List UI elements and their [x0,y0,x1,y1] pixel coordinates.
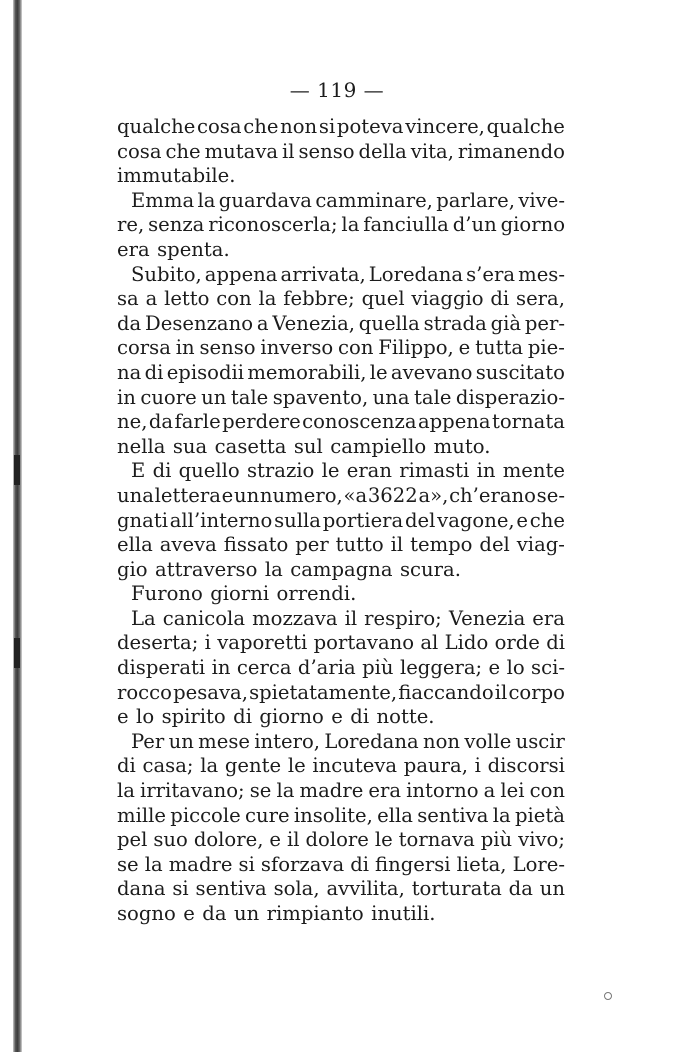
spine-tear-mark [14,455,20,485]
text-line: nella sua casetta sul campiello muto. [117,434,491,458]
text-line: E di quello strazio le eran rimasti in mente [131,459,565,483]
text-line: la irritavano; se la madre era intorno a lei con [117,779,565,803]
text-line: se la madre si sforzava di fingersi lieta, Lore- [117,852,565,876]
scan-speck [604,992,612,1000]
text-line: re, senza riconoscerla; la fanciulla d’un giorno [117,213,565,237]
text-line: di casa; la gente le incuteva paura, i discorsi [117,754,565,778]
text-line: immutabile. [117,164,236,188]
text-line: deserta; i vaporetti portavano al Lido orde di [117,631,565,655]
text-line: dana si sentiva sola, avvilita, torturata da un [117,877,565,901]
text-line: sa a letto con la febbre; quel viaggio di sera, [117,287,565,311]
text-line: ella aveva fissato per tutto il tempo del viag- [117,533,565,557]
text-line: ne, da farle perdere conoscenza appena tornata [117,410,565,434]
text-line: in cuore un tale spavento, una tale disperazio- [117,385,565,409]
text-line: Emma la guardava camminare, parlare, vive- [131,188,565,212]
body-text [117,115,565,927]
text-line: rocco pesava, spietatamente, fiaccando il corpo [117,680,565,704]
text-line: mille piccole cure insolite, ella sentiva la pietà [117,803,565,827]
text-line: qualche cosa che non si poteva vincere, qualche [117,115,565,138]
text-line: e lo spirito di giorno e di notte. [117,705,435,729]
text-line: pel suo dolore, e il dolore le tornava più vivo; [117,828,565,852]
text-line: Subito, appena arrivata, Loredana s’era mes- [131,262,565,286]
text-line: Furono giorni orrendi. [131,582,357,606]
text-line: sogno e da un rimpianto inutili. [117,902,436,925]
book-spine-shadow [13,0,22,1052]
text-line: corsa in senso inverso con Filippo, e tutta pie- [117,336,565,360]
text-line: gnati all’interno sulla portiera del vagone, e che [117,508,565,532]
text-line: gio attraverso la campagna scura. [117,557,461,581]
text-line: era spenta. [117,237,230,261]
text-line: disperati in cerca d’aria più leggera; e lo sci- [117,656,565,680]
page-number: — 119 — [289,78,385,102]
spine-tear-mark [14,638,20,668]
text-line: Per un mese intero, Loredana non volle uscir [131,729,565,753]
text-line: cosa che mutava il senso della vita, rimanendo [117,139,565,163]
text-line: da Desenzano a Venezia, quella strada già per- [117,311,565,335]
text-line: una lettera e un numero, «a 3622 a», ch’erano se- [117,483,565,507]
text-line: La canicola mozzava il respiro; Venezia era [131,606,565,630]
text-line: na di episodii memorabili, le avevano suscitato [117,360,565,384]
